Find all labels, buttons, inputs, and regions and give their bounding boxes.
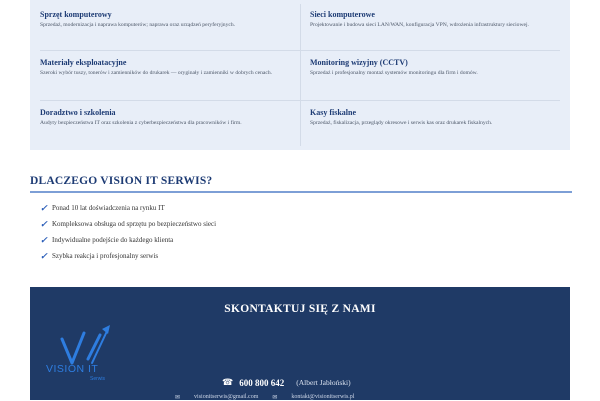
benefit-text: Indywidualne podejście do każdego klienta bbox=[52, 236, 174, 244]
service-description: Sprzedaż, modernizacja i naprawa komputerów; naprawa oraz urządzeń peryferyjnych. bbox=[40, 22, 236, 28]
service-description: Sprzedaż i profesjonalny montaż systemów monitoringu dla firm i domów. bbox=[310, 70, 478, 76]
service-card bbox=[40, 58, 275, 77]
service-title: Doradztwo i szkolenia bbox=[40, 108, 116, 117]
service-card bbox=[40, 10, 275, 29]
contact-person: (Albert Jabłoński) bbox=[296, 378, 351, 387]
column-divider bbox=[300, 4, 301, 146]
service-title: Kasy fiskalne bbox=[310, 108, 357, 117]
service-card bbox=[310, 108, 545, 127]
benefit-item bbox=[40, 248, 216, 264]
phone-icon: ☎ bbox=[222, 377, 234, 387]
contact-heading: SKONTAKTUJ SIĘ Z NAMI bbox=[224, 303, 376, 315]
benefit-item bbox=[40, 200, 216, 216]
contact-section bbox=[30, 287, 570, 400]
benefit-text: Szybka reakcja i profesjonalny serwis bbox=[52, 252, 159, 260]
service-card bbox=[310, 58, 545, 77]
heading-rule bbox=[30, 191, 572, 193]
benefits-list bbox=[40, 200, 216, 264]
service-description: Projektowanie i budowa sieci LAN/WAN, konfiguracja VPN, wdrożenia infrastruktury sieciowej. bbox=[310, 22, 529, 28]
checkmark-icon: ✓ bbox=[40, 250, 48, 261]
checkmark-icon: ✓ bbox=[40, 234, 48, 245]
service-title: Sieci komputerowe bbox=[310, 10, 375, 19]
row-divider bbox=[40, 100, 560, 101]
why-heading: DLACZEGO VISION IT SERWIS? bbox=[30, 175, 213, 187]
service-title: Sprzęt komputerowy bbox=[40, 10, 112, 19]
service-card bbox=[40, 108, 275, 127]
logo-subtitle: Serwis bbox=[90, 376, 106, 382]
logo-wordmark: VISION IT bbox=[46, 363, 99, 375]
benefit-text: Ponad 10 lat doświadczenia na rynku IT bbox=[52, 204, 165, 212]
mail-icon: ✉ bbox=[175, 395, 181, 401]
benefit-text: Kompleksowa obsługa od sprzętu po bezpieczeństwo sieci bbox=[52, 220, 217, 228]
checkmark-icon: ✓ bbox=[40, 202, 48, 213]
benefit-item bbox=[40, 216, 216, 232]
row-divider bbox=[40, 50, 560, 51]
checkmark-icon: ✓ bbox=[40, 218, 48, 229]
service-description: Sprzedaż, fiskalizacja, przeglądy okresowe i serwis kas oraz drukarek fiskalnych. bbox=[310, 120, 493, 126]
service-description: Szeroki wybór tuszy, tonerów i zamienników do drukarek — oryginały i zamienniki w dobrych cenach. bbox=[40, 70, 273, 76]
service-title: Monitoring wizyjny (CCTV) bbox=[310, 58, 408, 67]
benefit-item bbox=[40, 232, 216, 248]
services-grid bbox=[30, 0, 570, 150]
phone-contact bbox=[222, 377, 351, 388]
phone-number[interactable]: 600 800 642 bbox=[239, 377, 285, 388]
service-card bbox=[310, 10, 545, 29]
service-title: Materiały eksploatacyjne bbox=[40, 58, 127, 67]
mail-icon: ✉ bbox=[272, 395, 278, 401]
service-description: Audyty bezpieczeństwa IT oraz szkolenia z cyberbezpieczeństwa dla pracowników i firm. bbox=[40, 120, 242, 126]
email-link[interactable]: kontakt@visionitserwis.pl bbox=[291, 394, 355, 400]
email-link[interactable]: visionitserwis@gmail.com bbox=[194, 394, 259, 400]
